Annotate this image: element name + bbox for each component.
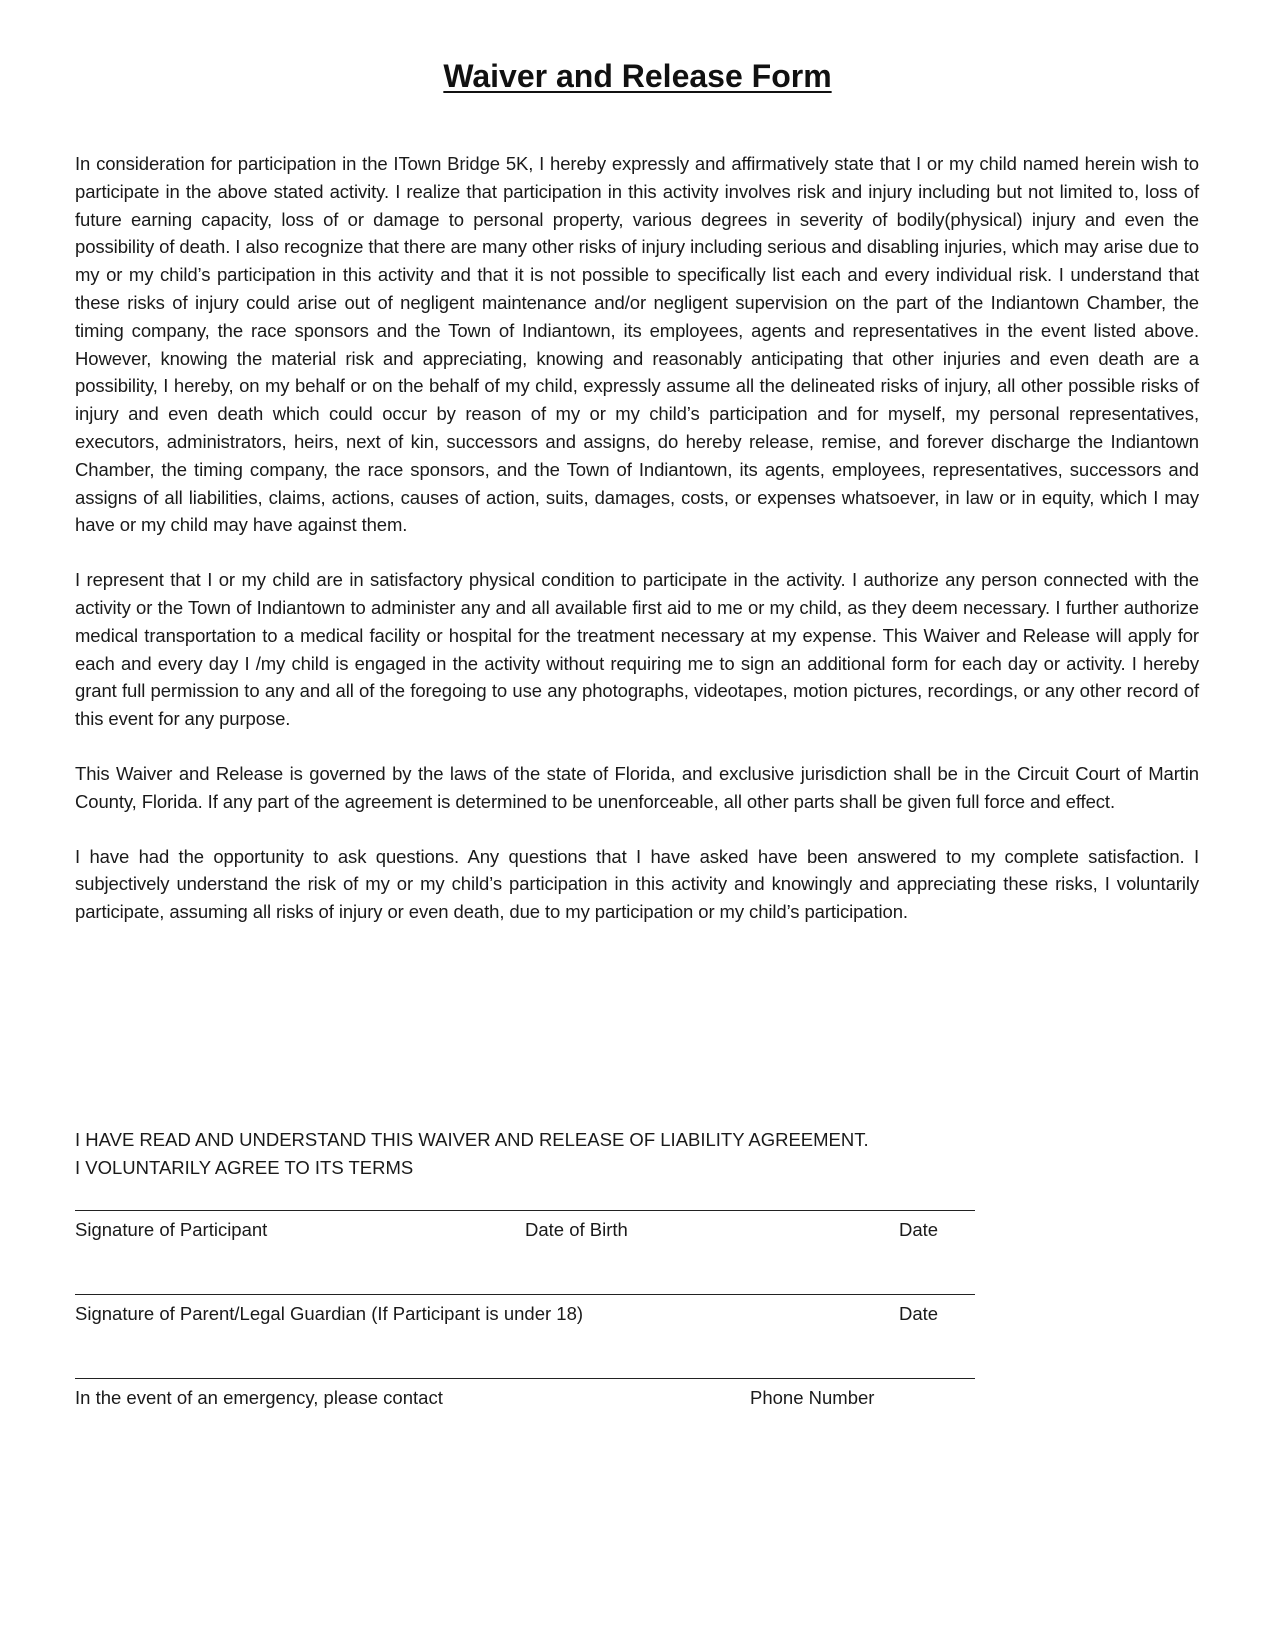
agreement-statement bbox=[75, 1126, 869, 1182]
emergency-contact-label: In the event of an emergency, please contact bbox=[75, 1387, 443, 1408]
paragraph-governing-law: This Waiver and Release is governed by the laws of the state of Florida, and exclusive jurisdiction shall be in the Circuit Court of Martin County, Florida. If any part of the agreement is determined to be unenforceable, all other parts shall be given full force and effect. bbox=[75, 762, 1199, 812]
participant-signature-label: Signature of Participant bbox=[75, 1219, 268, 1240]
paragraph-assumption-of-risk: In consideration for participation in the ITown Bridge 5K, I hereby expressly and affirmatively state that I or my child named herein wish to participate in the above stated activity. I realize that participation in this activity involves risk and injury including but not limited to, loss of future earning capacity, loss of or damage to personal property, various degrees in severity of bodily(physical) injury and even the possibility of death. I also recognize that there are many other risks of injury including serious and disabling injuries, which may arise due to my or my child’s participation in this activity and that it is not possible to specifically list each and every individual risk. I understand that these risks of injury could arise out of negligent maintenance and/or negligent supervision on the part of the Indiantown Chamber, the timing company, the race sponsors and the Town of Indiantown, its employees, agents and representatives in the event listed above. However, knowing the material risk and appreciating, knowing and reasonably anticipating that other injuries and even death are a possibility, I hereby, on my behalf or on the behalf of my child, expressly assume all the delineated risks of injury, all other possible risks of injury and even death which could occur by reason of my or my child’s participation and for myself, my personal representatives, executors, administrators, heirs, next of kin, successors and assigns, do hereby release, remise, and forever discharge the Indiantown Chamber, the timing company, the race sponsors, and the Town of Indiantown, its agents, employees, representatives, successors and assigns of all liabilities, claims, actions, causes of action, suits, damages, costs, or expenses whatsoever, in law or in equity, which I may have or my child may have against them. bbox=[75, 153, 1199, 536]
waiver-body bbox=[75, 150, 1199, 953]
guardian-signature-labels bbox=[75, 1303, 975, 1331]
guardian-signature-block bbox=[75, 1294, 975, 1331]
agreement-line-2: I VOLUNTARILY AGREE TO ITS TERMS bbox=[75, 1157, 414, 1178]
guardian-date-label: Date bbox=[899, 1303, 939, 1324]
guardian-signature-label: Signature of Parent/Legal Guardian (If Participant is under 18) bbox=[75, 1303, 584, 1324]
paragraph-medical-authorization: I represent that I or my child are in satisfactory physical condition to participate in the activity. I authorize any person connected with the activity or the Town of Indiantown to administer any and all available first aid to me or my child, as they deem necessary. I further authorize medical transportation to a medical facility or hospital for the treatment necessary at my expense. This Waiver and Release will apply for each and every day I /my child is engaged in the activity without requiring me to sign an additional form for each day or activity. I hereby grant full permission to any and all of the foregoing to use any photographs, videotapes, motion pictures, recordings, or any other record of this event for any purpose. bbox=[75, 569, 1199, 730]
guardian-signature-line[interactable] bbox=[75, 1294, 975, 1295]
date-of-birth-label: Date of Birth bbox=[525, 1219, 628, 1240]
agreement-line-1: I HAVE READ AND UNDERSTAND THIS WAIVER AND RELEASE OF LIABILITY AGREEMENT. bbox=[75, 1129, 869, 1150]
participant-signature-block bbox=[75, 1210, 975, 1247]
emergency-contact-line[interactable] bbox=[75, 1378, 975, 1379]
emergency-contact-labels bbox=[75, 1387, 975, 1415]
phone-number-label: Phone Number bbox=[750, 1387, 875, 1408]
participant-date-label: Date bbox=[899, 1219, 939, 1240]
participant-signature-labels bbox=[75, 1219, 975, 1247]
participant-signature-line[interactable] bbox=[75, 1210, 975, 1211]
emergency-contact-block bbox=[75, 1378, 975, 1415]
page-title: Waiver and Release Form bbox=[443, 58, 832, 94]
paragraph-acknowledgement-of-questions: I have had the opportunity to ask questions. Any questions that I have asked have been answered to my complete satisfaction. I subjectively understand the risk of my or my child’s participation in this activity and knowingly and appreciating these risks, I voluntarily participate, assuming all risks of injury or even death, due to my participation or my child’s participation. bbox=[75, 845, 1199, 923]
